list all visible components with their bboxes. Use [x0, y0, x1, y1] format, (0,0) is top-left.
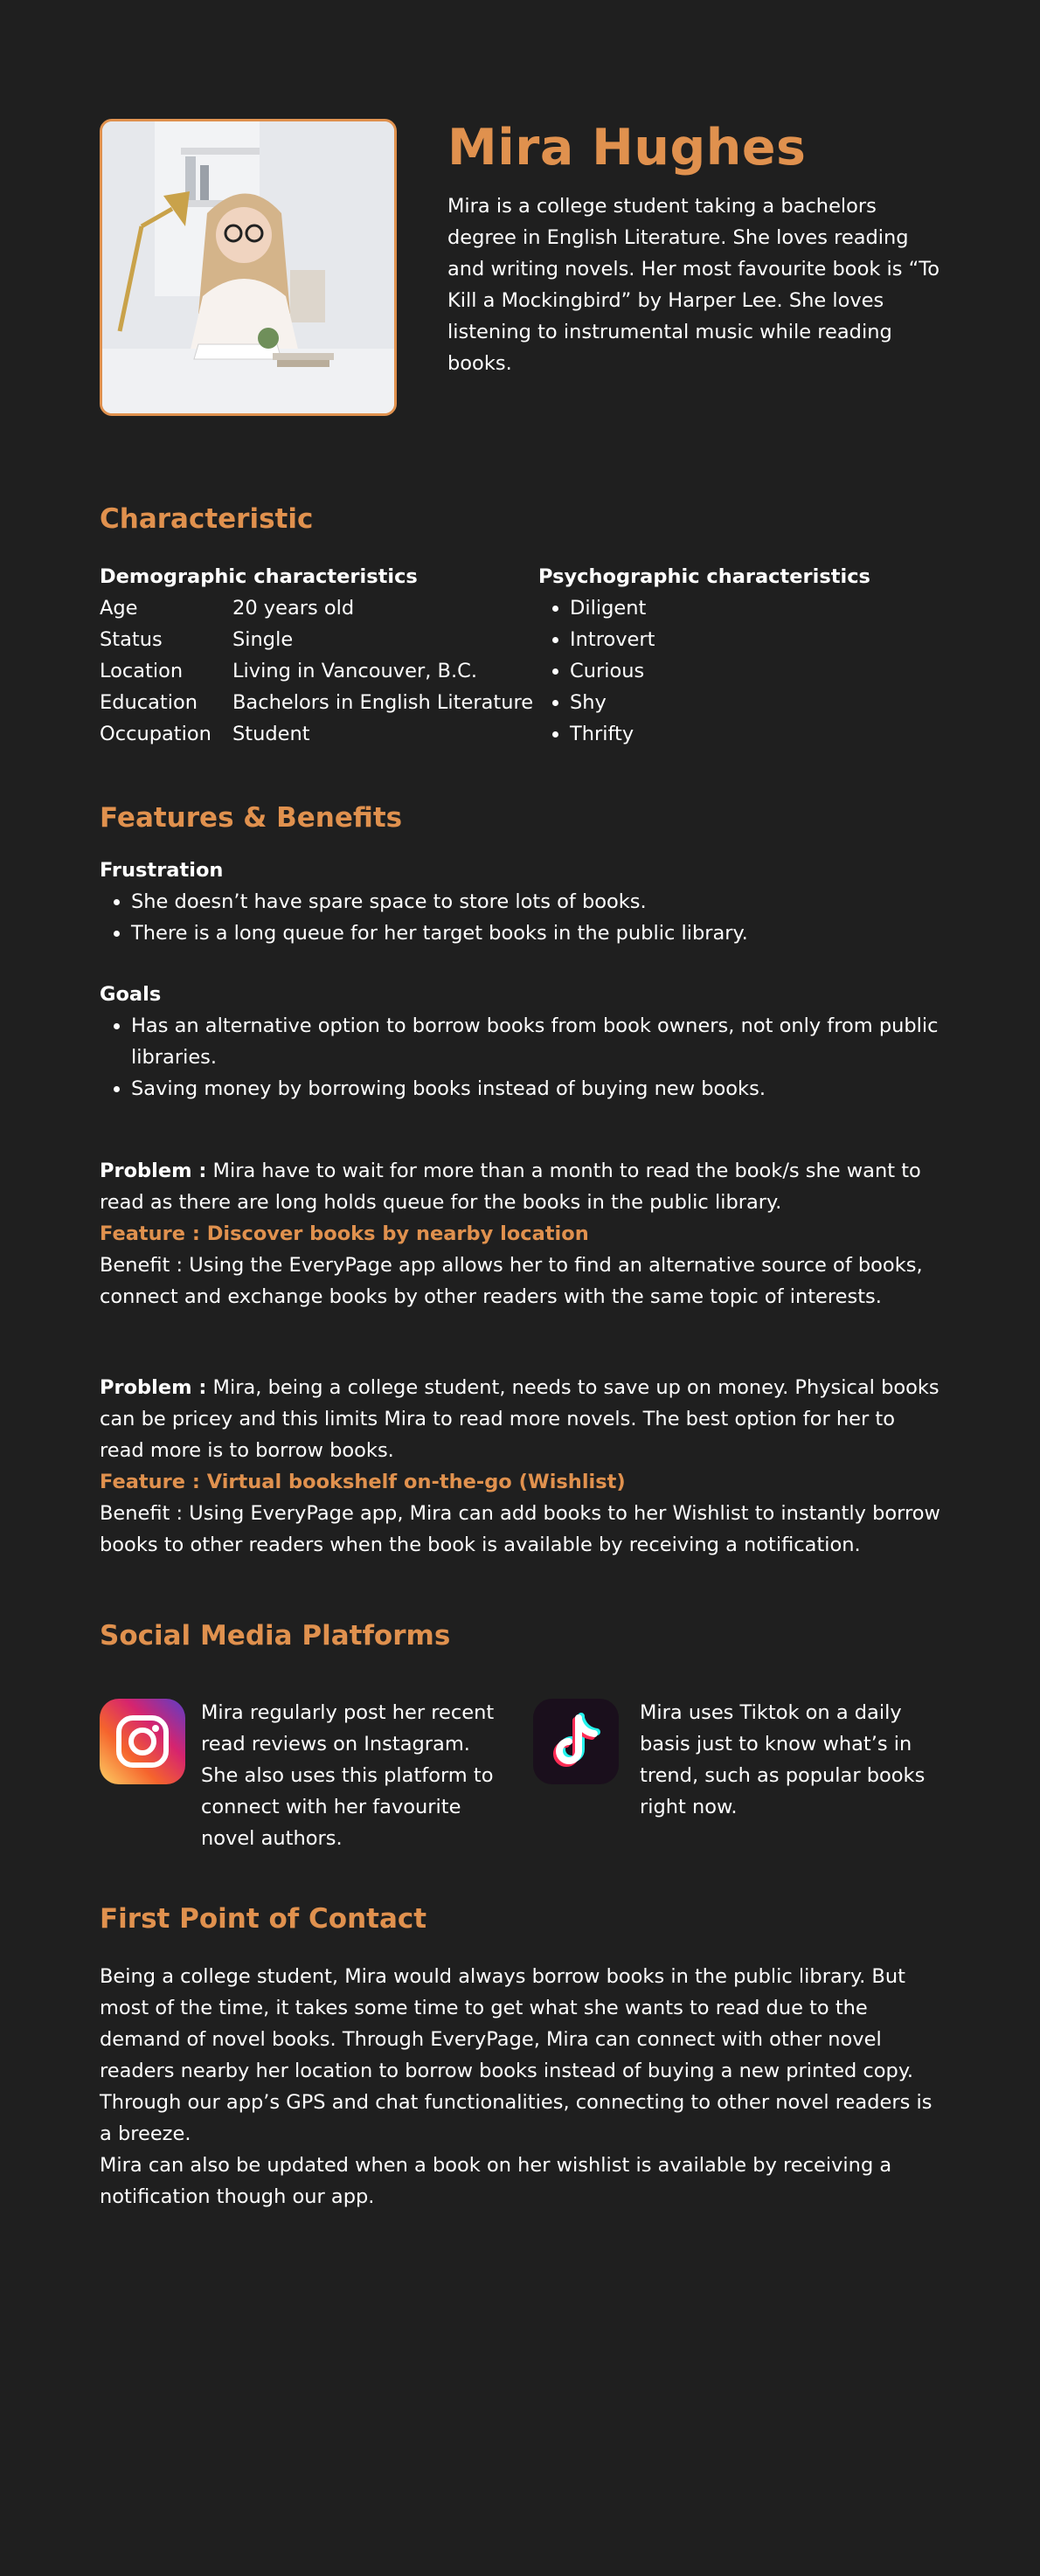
psychographic-block [538, 561, 870, 750]
problem-label: Problem : [100, 1160, 207, 1182]
frustration-block [100, 855, 940, 949]
goals-block [100, 979, 940, 1104]
list-item: • She doesn’t have spare space to store lots of books. [131, 886, 940, 918]
goals-list [100, 1010, 940, 1104]
feature-text: Feature : Virtual bookshelf on-the-go (Wishlist) [100, 1471, 626, 1493]
demographic-block [100, 561, 533, 750]
list-item: • Has an alternative option to borrow books from book owners, not only from public libraries. [131, 1010, 940, 1073]
table-row [100, 687, 533, 718]
persona-bio: Mira is a college student taking a bachelors degree in English Literature. She loves reading and writing novels. Her most favourite book is “To Kill a Mockingbird” by Harper Lee. She loves listening to instrumental music while reading books. [447, 195, 939, 375]
benefit-text: Benefit : Using the EveryPage app allows her to find an alternative source of books, connect and exchange books by other readers with the same topic of interests. [100, 1254, 923, 1308]
instagram-icon [100, 1699, 185, 1784]
list-item: • Introvert [570, 624, 870, 655]
table-row [100, 592, 533, 624]
tiktok-icon [533, 1699, 619, 1784]
demographic-value: Single [232, 628, 294, 651]
section-title-contact: First Point of Contact [100, 1903, 427, 1935]
benefit-text: Benefit : Using EveryPage app, Mira can add books to her Wishlist to instantly borrow books to other readers when the book is available by receiving a notification. [100, 1502, 940, 1556]
demographic-key: Education [100, 691, 198, 714]
problem-text [100, 1372, 940, 1466]
demographic-table [100, 592, 533, 750]
demographic-value: Living in Vancouver, B.C. [232, 660, 477, 682]
persona-photo [100, 119, 397, 416]
problem-label: Problem : [100, 1376, 207, 1399]
demographic-key: Location [100, 660, 184, 682]
contact-paragraph-1: Being a college student, Mira would always borrow books in the public library. But most of the time, it takes some time to get what she wants to read due to the demand of novel books. Through EveryPage, Mira can connect with other novel readers nearby her location to borrow books instead of buying a new printed copy. Through our app’s GPS and chat functionalities, connecting to other novel readers is a breeze. [100, 1965, 933, 2145]
section-title-features: Features & Benefits [100, 802, 403, 834]
table-row [100, 624, 533, 655]
list-item: • There is a long queue for her target books in the public library. [131, 918, 940, 949]
demographic-title: Demographic characteristics [100, 565, 418, 588]
contact-paragraph-2: Mira can also be updated when a book on her wishlist is available by receiving a notification though our app. [100, 2154, 892, 2208]
demographic-key: Status [100, 628, 163, 651]
persona-name: Mira Hughes [447, 119, 807, 177]
list-item: • Diligent [570, 592, 870, 624]
goals-title: Goals [100, 983, 162, 1006]
tiktok-description: Mira uses Tiktok on a daily basis just to know what’s in trend, such as popular books right now. [640, 1701, 926, 1818]
instagram-description: Mira regularly post her recent read reviews on Instagram. She also uses this platform to connect with her favourite novel authors. [201, 1701, 495, 1850]
problem-description: Mira have to wait for more than a month to read the book/s she want to read as there are long holds queue for the books in the public library. [100, 1160, 921, 1214]
persona-photo-illustration [102, 121, 394, 413]
list-item: • Thrifty [570, 718, 870, 750]
frustration-title: Frustration [100, 859, 224, 882]
demographic-value: Bachelors in English Literature [232, 691, 534, 714]
demographic-value: 20 years old [232, 597, 355, 620]
problem-text [100, 1155, 940, 1218]
list-item: • Shy [570, 687, 870, 718]
feature-text: Feature : Discover books by nearby location [100, 1222, 589, 1245]
table-row [100, 655, 533, 687]
list-item: • Curious [570, 655, 870, 687]
frustration-list [100, 886, 940, 949]
table-row [100, 718, 533, 750]
demographic-key: Age [100, 597, 138, 620]
problem-block-2 [100, 1372, 940, 1561]
psychographic-list [538, 592, 870, 750]
section-title-social: Social Media Platforms [100, 1620, 451, 1652]
demographic-value: Student [232, 723, 310, 745]
section-title-characteristic: Characteristic [100, 503, 314, 535]
psychographic-title: Psychographic characteristics [538, 565, 870, 588]
problem-block-1 [100, 1155, 940, 1312]
list-item: • Saving money by borrowing books instead of buying new books. [131, 1073, 940, 1104]
demographic-key: Occupation [100, 723, 211, 745]
problem-description: Mira, being a college student, needs to save up on money. Physical books can be pricey and this limits Mira to read more novels. The best option for her to read more is to borrow books. [100, 1376, 939, 1462]
